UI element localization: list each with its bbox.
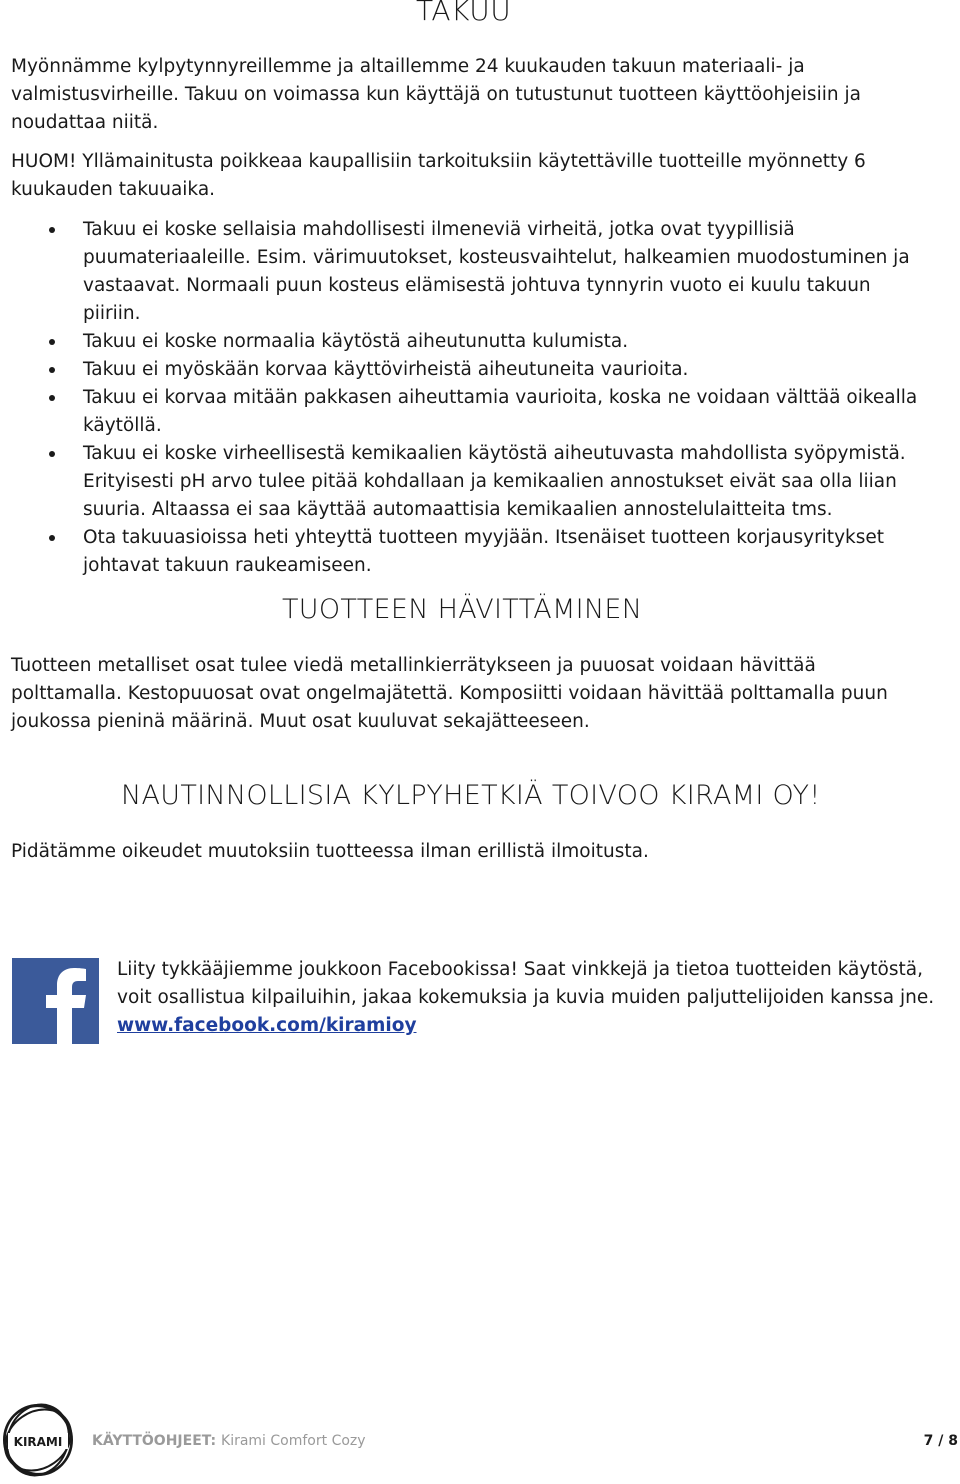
list-item: Takuu ei myöskään korvaa käyttövirheistä aiheutuneita vaurioita.: [0, 356, 960, 384]
list-item: Takuu ei korvaa mitään pakkasen aiheuttamia vaurioita, koska ne voidaan välttää oikealla käytöllä.: [0, 384, 960, 440]
disposal-text: Tuotteen metalliset osat tulee viedä metallinkierrätykseen ja puuosat voidaan hävittää polttamalla. Kestopuuosat ovat ongelmajätettä. Komposiitti voidaan hävittää polttamalla puun joukossa pieninä määrinä. Muut osat kuuluvat sekajätteeseen.: [11, 655, 888, 732]
footer-document-title: [92, 1433, 366, 1449]
svg-text:KIRAMI: KIRAMI: [13, 1435, 63, 1449]
warranty-list: [0, 216, 960, 580]
facebook-promo: [117, 956, 937, 1040]
section-heading-closing: NAUTINNOLLISIA KYLPYHETKIÄ TOIVOO KIRAMI OY!: [121, 780, 821, 811]
section-heading-disposal: TUOTTEEN HÄVITTÄMINEN: [282, 594, 643, 625]
list-item: Takuu ei koske sellaisia mahdollisesti ilmeneviä virheitä, jotka ovat tyypillisiä puumateriaaleille. Esim. värimuutokset, kosteusvaihtelut, halkeamien muodostuminen ja vastaavat. Normaali puun kosteus elämisestä johtuva tynnyrin vuoto ei kuulu takuun piiriin.: [0, 216, 960, 328]
page-number: 7 / 8: [923, 1433, 958, 1449]
facebook-promo-text: Liity tykkääjiemme joukkoon Facebookissa! Saat vinkkejä ja tietoa tuotteiden käytöstä, voit osallistua kilpailuihin, jakaa kokemuksia ja kuvia muiden paljuttelijoiden kanssa jne.: [117, 959, 935, 1008]
warranty-intro: Myönnämme kylpytynnyreillemme ja altaillemme 24 kuukauden takuun materiaali- ja valmistusvirheille. Takuu on voimassa kun käyttäjä on tutustunut tuotteen käyttöohjeisiin ja noudattaa niitä.: [11, 56, 861, 133]
list-item: Ota takuuasioissa heti yhteyttä tuotteen myyjään. Itsenäiset tuotteen korjausyritykset johtavat takuun raukeamiseen.: [0, 524, 960, 580]
facebook-icon[interactable]: [12, 958, 99, 1044]
warranty-note: HUOM! Yllämainitusta poikkeaa kaupallisiin tarkoituksiin käytettäville tuotteille myönnetty 6 kuukauden takuuaika.: [11, 151, 866, 200]
page-title: TAKUU: [416, 0, 512, 27]
rights-text: Pidätämme oikeudet muutoksiin tuotteessa ilman erillistä ilmoitusta.: [11, 841, 649, 862]
kirami-logo: [0, 1400, 80, 1480]
facebook-link[interactable]: www.facebook.com/kiramioy: [117, 1015, 417, 1036]
footer-doc-name: Kirami Comfort Cozy: [221, 1433, 366, 1449]
list-item: Takuu ei koske normaalia käytöstä aiheutunutta kulumista.: [0, 328, 960, 356]
list-item: Takuu ei koske virheellisestä kemikaalien käytöstä aiheutuvasta mahdollista syöpymistä. Erityisesti pH arvo tulee pitää kohdallaan ja kemikaalien annostukset eivät saa olla liian suuria. Altaassa ei saa käyttää automaattisia kemikaalien annostelulaitteita tms.: [0, 440, 960, 524]
footer-doc-label: KÄYTTÖOHJEET:: [92, 1433, 217, 1449]
